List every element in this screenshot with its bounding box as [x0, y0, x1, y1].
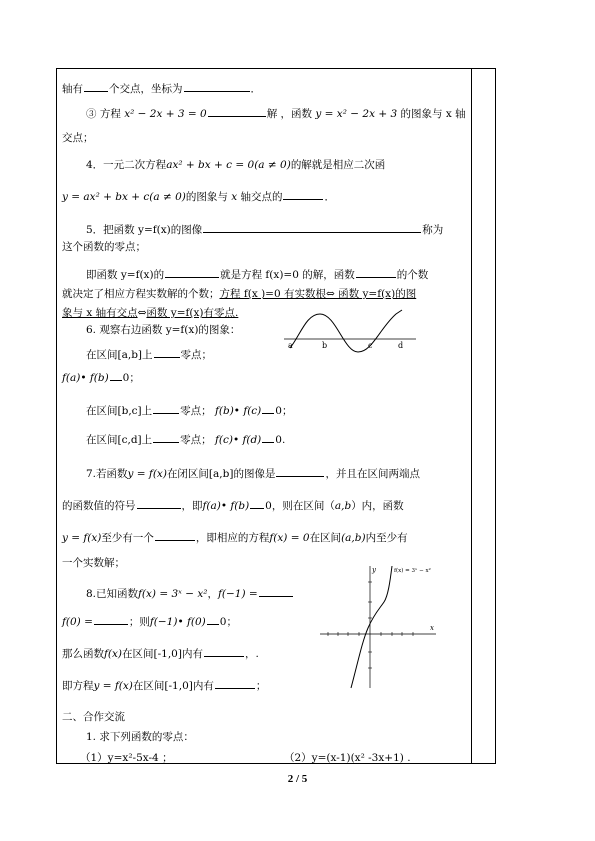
equation: f(−1) = [218, 588, 258, 600]
text: 8.已知函数 [86, 588, 139, 600]
blank [110, 369, 122, 381]
text: 0，则在区间（ [265, 500, 335, 512]
text: ⇔ [137, 307, 147, 319]
blank [153, 431, 179, 443]
text: 0； [275, 405, 293, 417]
blank [94, 613, 128, 625]
text: 7.若函数 [86, 468, 128, 480]
x-label: x [430, 624, 434, 632]
text-line-19: 一个实数解； [62, 557, 125, 569]
text: 的解就是相应二次函 [290, 159, 386, 171]
text: ，. [244, 648, 259, 660]
text: ，并且在区间两端点 [325, 468, 420, 480]
text: ． [250, 83, 261, 95]
blank [204, 645, 244, 657]
problem-2: （2）y=(x-1)(x² -3x+1) . [284, 752, 411, 764]
underlined-text: 方程 f(x )=0 有实数根⇔ 函数 y=f(x)的图 [219, 288, 417, 300]
text: 的个数 [396, 269, 429, 281]
blank [262, 431, 274, 443]
text: ；则 [128, 616, 150, 628]
underlined-text: 象与 x 轴有交点 [62, 307, 138, 319]
text: 就决定了相应方程实数解的个数； [62, 288, 220, 300]
text: 那么函数 [62, 648, 104, 660]
text: 至少有一个 [101, 532, 154, 544]
equation: f(x) [104, 648, 123, 660]
text-line-15 [86, 431, 285, 447]
equation: y = f(x) [62, 532, 102, 544]
underlined-text: 函数 y=f(x)有零点. [146, 307, 239, 319]
text-line-9 [62, 287, 416, 301]
equation: f(x) = 3ˣ − x² [138, 588, 208, 600]
blank [153, 402, 179, 414]
equation: y = x² − 2x + 3 [315, 108, 398, 120]
side-column-border [471, 68, 472, 764]
variable: x [231, 191, 238, 203]
text: 的图象与 [185, 191, 228, 203]
text: 在区间[a,b]上 [86, 349, 153, 361]
blank [84, 80, 108, 92]
text-line-20 [86, 585, 294, 601]
text-line-25: 1. 求下列函数的零点： [86, 731, 194, 743]
function-graph-1 [284, 308, 416, 358]
blank [250, 497, 264, 509]
equation: y = ax² + bx + c(a ≠ 0) [62, 191, 186, 203]
text-line-1 [62, 80, 261, 96]
text: 解 ，函数 [266, 108, 313, 120]
text-line-23 [62, 677, 266, 693]
equation: y = f(x) [127, 468, 167, 480]
text: 内至少有 [365, 532, 408, 544]
text: 个交点，坐标为 [109, 83, 183, 95]
text: 的函数值的符号 [62, 500, 136, 512]
problem-1: （1）y=x²-5x-4 ； [80, 752, 173, 764]
text: 轴交点的 [240, 191, 283, 203]
equation: f(−1)• f(0) [149, 616, 206, 628]
text: ， [207, 588, 219, 600]
curve [290, 310, 402, 352]
text: ③ 方程 [86, 108, 121, 120]
text: 4．一元二次方程 [86, 159, 167, 171]
ticks [328, 582, 413, 668]
text: 即方程 [62, 680, 94, 692]
equation: f(c)• f(d) [214, 434, 262, 446]
text-line-7: 这个函数的零点； [62, 241, 146, 253]
text: 在闭区间[a,b]的图像是 [166, 468, 276, 480]
blank [215, 677, 255, 689]
text-line-8 [86, 266, 428, 282]
text-line-10 [62, 306, 238, 320]
text-line-21 [62, 613, 237, 629]
text: 在区间[c,d]上 [86, 434, 153, 446]
text-line-5 [62, 188, 335, 204]
text-line-11: 6. 观察右边函数 y=f(x)的图象： [86, 324, 241, 336]
text: 零点； [180, 349, 213, 361]
text: ，即相应的方程 [195, 532, 270, 544]
text-line-16 [86, 465, 420, 481]
label-d: d [398, 341, 404, 350]
blank [259, 585, 293, 597]
label-a: a [288, 341, 293, 350]
blank [137, 497, 181, 509]
blank [208, 105, 266, 117]
text: 即函数 y=f(x)的 [86, 269, 165, 281]
function-label: f(x) = 3ˣ − x² [394, 568, 431, 574]
equation: (a,b) [341, 532, 366, 544]
text: 零点； [180, 434, 212, 446]
text: 的图象与 x 轴 [400, 108, 466, 120]
function-graph-2 [318, 562, 438, 690]
equation: f(b)• f(c) [214, 405, 262, 417]
text-line-12 [86, 346, 212, 362]
blank [154, 346, 180, 358]
blank [276, 465, 324, 477]
blank [283, 188, 323, 200]
y-label: y [372, 566, 376, 574]
equation: a,b [334, 500, 352, 512]
equation: ax² + bx + c = 0(a ≠ 0) [166, 159, 291, 171]
text: 在区间[b,c]上 [86, 405, 153, 417]
text-line-17 [62, 497, 404, 513]
equation: f(a)• f(b) [202, 500, 250, 512]
label-b: b [322, 341, 328, 350]
text-line-18 [62, 529, 408, 545]
page-number: 2 / 5 [287, 773, 308, 785]
text: ）内，函数 [351, 500, 404, 512]
text-line-3: 交点； [62, 132, 94, 144]
text-line-13 [62, 369, 140, 385]
equation: y = f(x) [93, 680, 133, 692]
blank [356, 266, 396, 278]
blank [262, 402, 274, 414]
text: 在区间[-1,0]内有 [132, 680, 214, 692]
text-line-22 [62, 645, 259, 661]
text: 在区间 [309, 532, 342, 544]
text-line-14 [86, 402, 292, 418]
blank [203, 221, 421, 233]
blank [207, 613, 219, 625]
text-line-6 [86, 221, 443, 237]
text: 零点； [180, 405, 212, 417]
text: ，即 [181, 500, 203, 512]
equation: f(a)• f(b) [62, 372, 109, 384]
text: 称为 [422, 224, 444, 236]
blank [184, 80, 250, 92]
equation: f(0) = [62, 616, 93, 628]
label-c: c [368, 341, 373, 350]
text: 就是方程 f(x)=0 的解，函数 [220, 269, 355, 281]
equation: x² − 2x + 3 = 0 [124, 108, 207, 120]
text-line-2 [86, 105, 466, 121]
text: 0； [219, 616, 237, 628]
text: 0； [122, 372, 140, 384]
blank [165, 266, 219, 278]
text: 在区间[-1,0]内有 [122, 648, 203, 660]
text: ． [324, 191, 335, 203]
text-line-4 [86, 158, 385, 172]
section-heading: 二、合作交流 [62, 711, 125, 723]
text: 5．把函数 y=f(x)的图像 [86, 224, 203, 236]
text: ； [255, 680, 267, 692]
text: 轴有 [62, 83, 83, 95]
text: 0. [275, 434, 286, 446]
blank [155, 529, 195, 541]
equation: f(x) = 0 [269, 532, 310, 544]
curve [351, 566, 392, 688]
